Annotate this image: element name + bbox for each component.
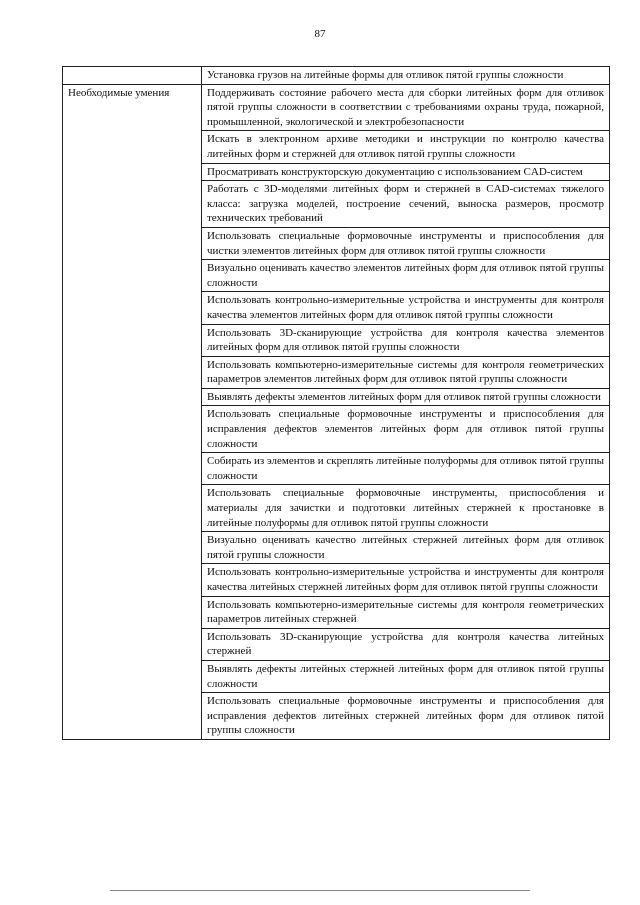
requirements-table	[62, 66, 610, 740]
skill-item-cell: Выявлять дефекты элементов литейных форм для отливок пятой группы сложности	[202, 388, 610, 406]
skill-item-cell: Использовать контрольно-измерительные устройства и инструменты для контроля качества литейных стержней литейных форм для отливок пятой группы сложности	[202, 564, 610, 596]
skill-item-cell: Использовать 3D-сканирующие устройства для контроля качества элементов литейных форм для отливок пятой группы сложности	[202, 324, 610, 356]
skill-item-cell: Использовать специальные формовочные инструменты, приспособления и материалы для зачистки и подготовки литейных стержней к простановке в литейные полуформы для отливок пятой группы сложности	[202, 485, 610, 532]
skill-item-cell: Визуально оценивать качество литейных стержней литейных форм для отливок пятой группы сложности	[202, 532, 610, 564]
table-row	[63, 67, 610, 85]
skill-item-cell: Использовать специальные формовочные инструменты и приспособления для исправления дефектов элементов литейных форм для отливок пятой группы сложности	[202, 406, 610, 453]
skill-item-cell: Искать в электронном архиве методики и инструкции по контролю качества литейных форм и стержней для отливок пятой группы сложности	[202, 131, 610, 163]
skill-item-cell: Использовать специальные формовочные инструменты и приспособления для чистки элементов литейных форм для отливок пятой группы сложности	[202, 227, 610, 259]
skill-item-cell: Использовать компьютерно-измерительные системы для контроля геометрических параметров литейных стержней	[202, 596, 610, 628]
continued-item-cell: Установка грузов на литейные формы для отливок пятой группы сложности	[202, 67, 610, 85]
page-number: 87	[314, 28, 326, 40]
skill-item-cell: Использовать контрольно-измерительные устройства и инструменты для контроля качества элементов литейных форм для отливок пятой группы сложности	[202, 292, 610, 324]
skill-item-cell: Использовать 3D-сканирующие устройства для контроля качества литейных стержней	[202, 628, 610, 660]
section-label-cell: Необходимые умения	[63, 84, 202, 739]
skill-item-cell: Просматривать конструкторскую документацию с использованием CAD-систем	[202, 163, 610, 181]
skill-item-cell: Визуально оценивать качество элементов литейных форм для отливок пятой группы сложности	[202, 260, 610, 292]
skill-item-cell: Использовать специальные формовочные инструменты и приспособления для исправления дефектов литейных стержней литейных форм для отливок пятой группы сложности	[202, 693, 610, 740]
skill-item-cell: Выявлять дефекты литейных стержней литейных форм для отливок пятой группы сложности	[202, 660, 610, 692]
table-row	[63, 84, 610, 131]
empty-label-cell	[63, 67, 202, 85]
page-bottom-rule	[110, 890, 530, 891]
skill-item-cell: Собирать из элементов и скреплять литейные полуформы для отливок пятой группы сложности	[202, 453, 610, 485]
skill-item-cell: Работать с 3D-моделями литейных форм и стержней в CAD-системах тяжелого класса: загрузка моделей, построение сечений, выноска размеров, просмотр технических требований	[202, 181, 610, 228]
skill-item-cell: Поддерживать состояние рабочего места для сборки литейных форм для отливок пятой группы сложности в соответствии с требованиями охраны труда, пожарной, промышленной, экологической и электробезопасности	[202, 84, 610, 131]
skill-item-cell: Использовать компьютерно-измерительные системы для контроля геометрических параметров элементов литейных форм для отливок пятой группы сложности	[202, 356, 610, 388]
